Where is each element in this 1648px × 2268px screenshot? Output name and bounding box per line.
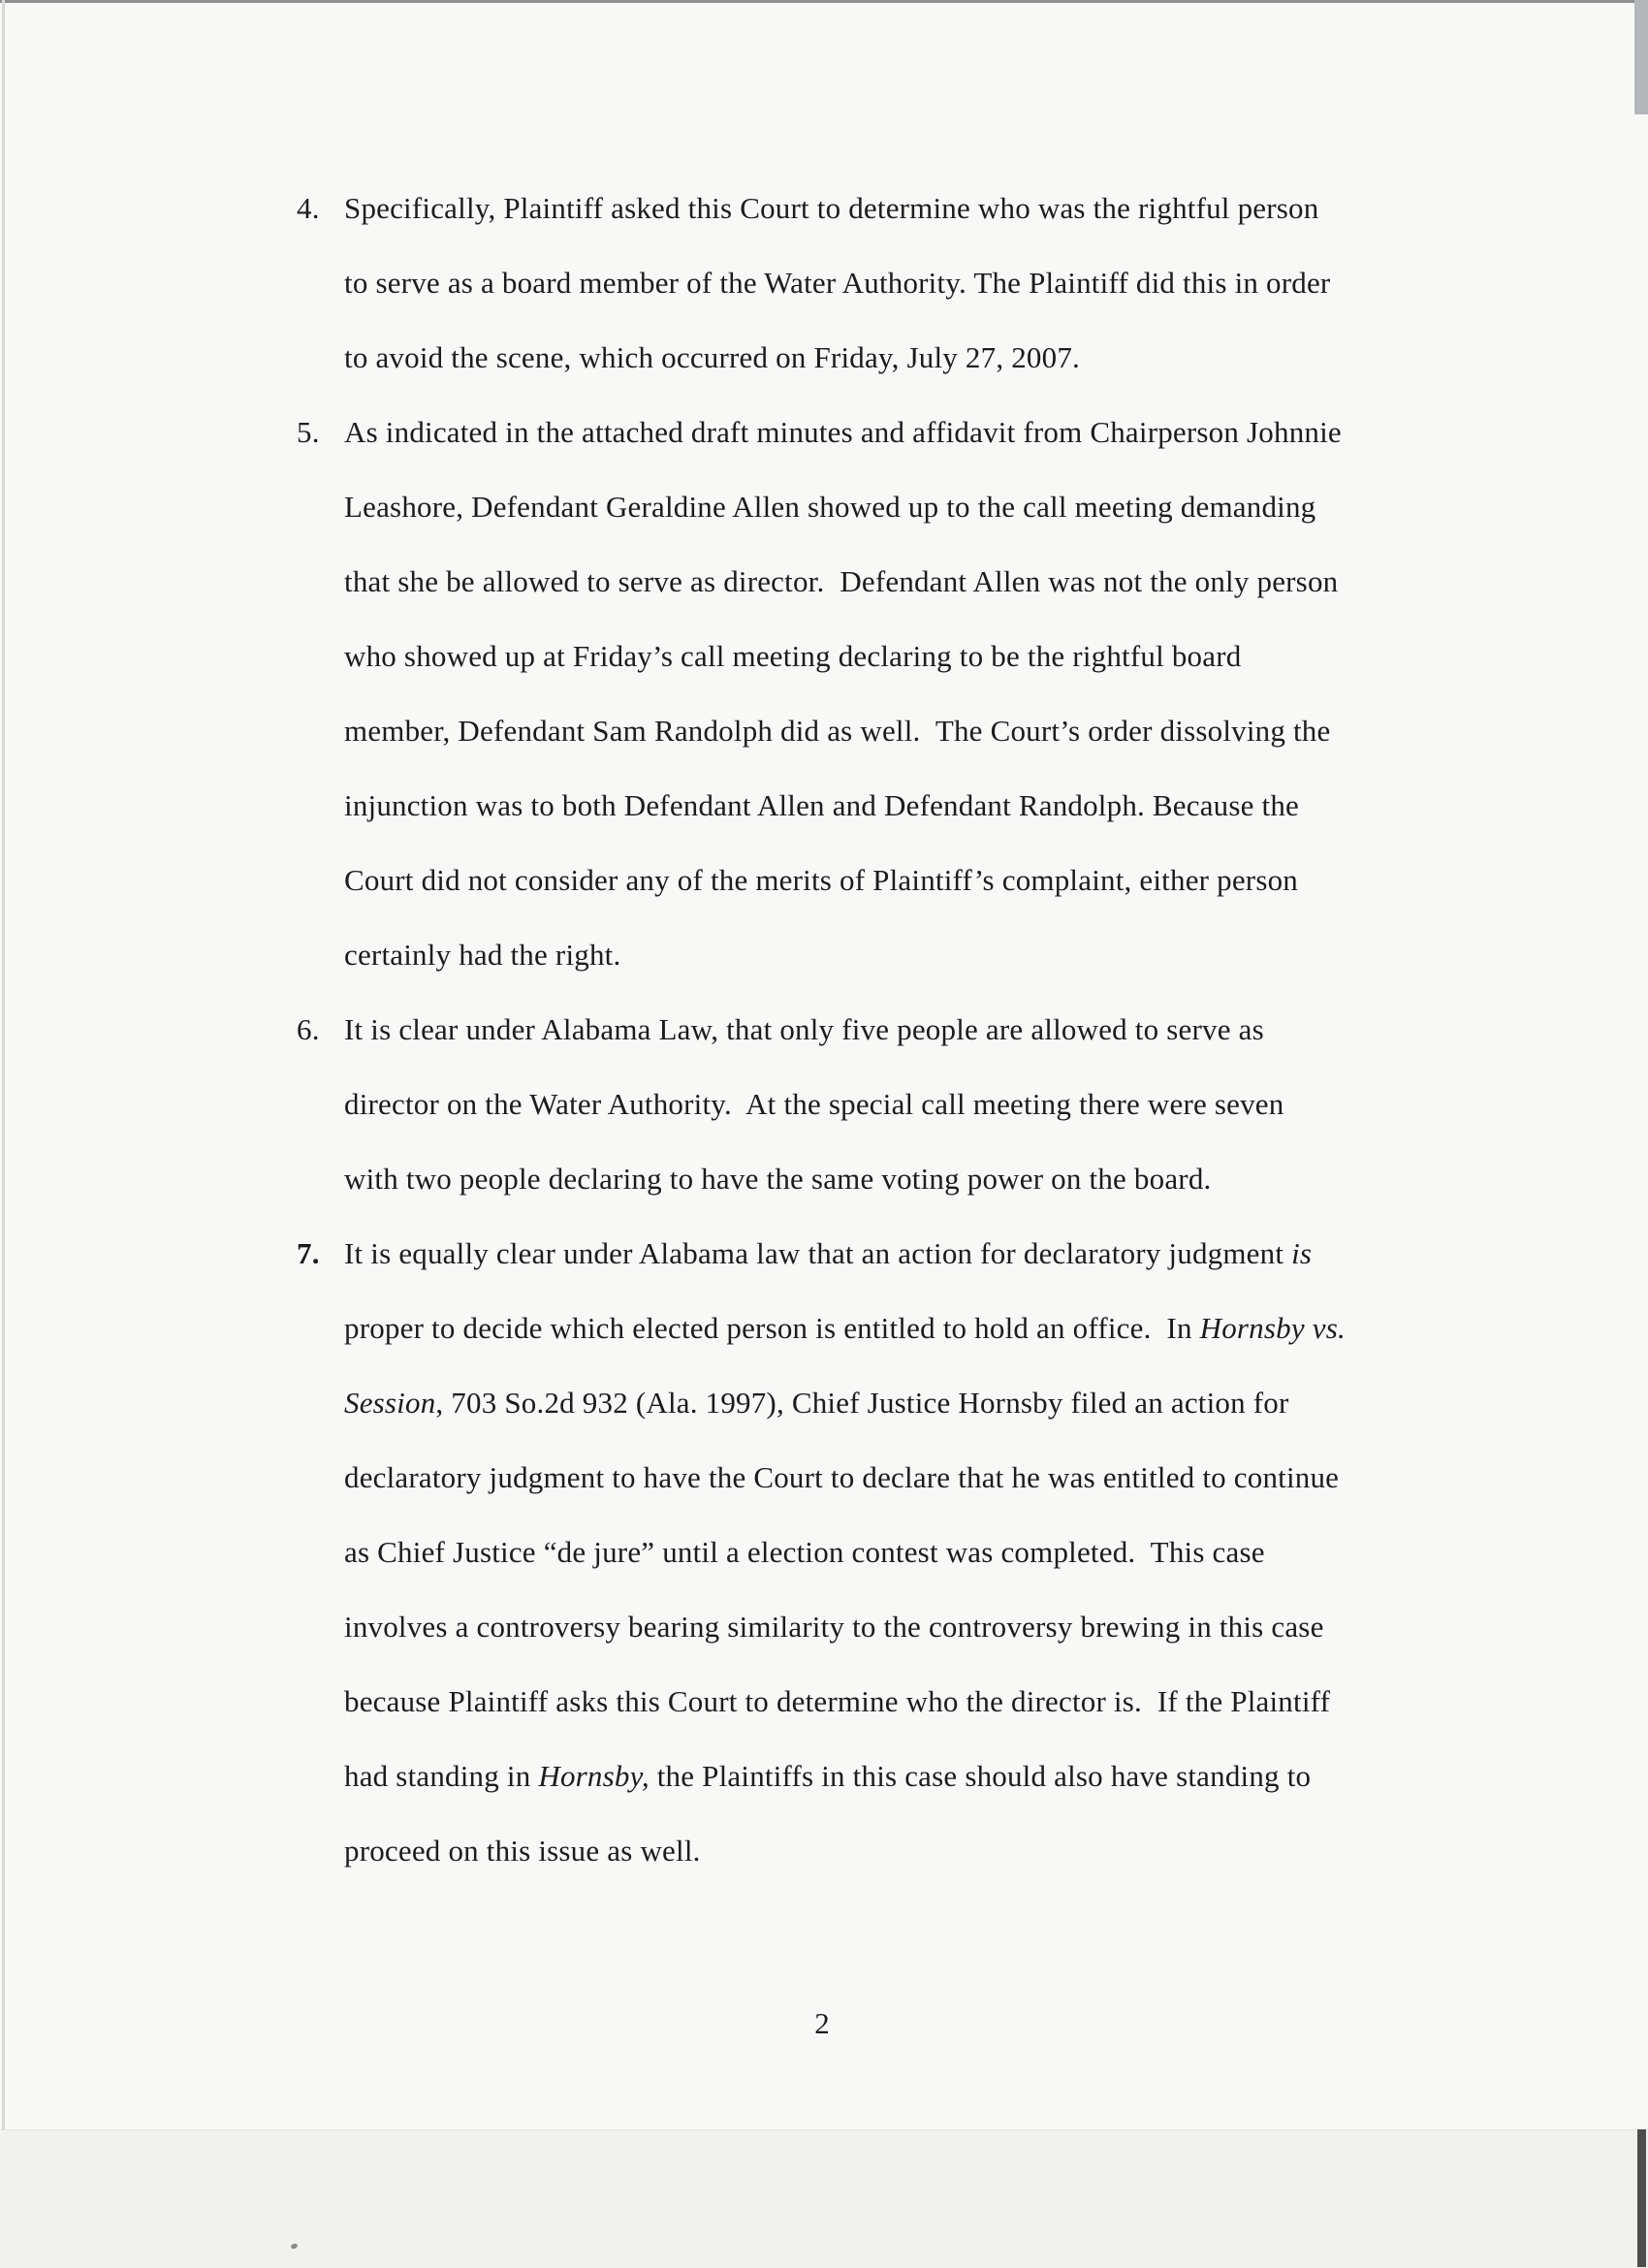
paragraph-number: 5. [297,415,320,449]
paragraph-line: Specifically, Plaintiff asked this Court to determine who was the rightful person [344,191,1319,225]
scan-edge-right-bottom [1637,2129,1646,2267]
paragraph-line: to serve as a board member of the Water Authority. The Plaintiff did this in order [344,266,1331,300]
paragraph-line: with two people declaring to have the same voting power on the board. [344,1162,1212,1196]
paragraph-line: as Chief Justice “de jure” until a election contest was completed. This case [344,1535,1265,1569]
page-number: 2 [814,2006,830,2040]
paragraph-line: It is equally clear under Alabama law that an action for declaratory judgment is [344,1236,1313,1270]
paragraph-line: Court did not consider any of the merits of Plaintiff’s complaint, either person [344,863,1298,897]
paragraph-line: that she be allowed to serve as director. Defendant Allen was not the only person [344,564,1339,598]
scan-edge-top [0,0,1648,3]
scan-edge-right-top [1634,0,1648,114]
paragraph-line: As indicated in the attached draft minutes and affidavit from Chairperson Johnnie [344,415,1342,449]
paragraph-6 [297,992,1479,1216]
paragraph-line: involves a controversy bearing similarity to the controversy brewing in this case [344,1610,1324,1644]
paragraph-line: director on the Water Authority. At the special call meeting there were seven [344,1087,1284,1121]
scan-paper-bottom-edge [0,2129,1648,2268]
paragraph-number: 7. [297,1236,320,1270]
paragraph-line: who showed up at Friday’s call meeting declaring to be the rightful board [344,639,1242,673]
paragraph-line: It is clear under Alabama Law, that only five people are allowed to serve as [344,1012,1264,1046]
paragraph-number: 4. [297,191,320,225]
paragraph-line: proceed on this issue as well. [344,1834,701,1868]
document-body [297,171,1479,1888]
paragraph-line: proper to decide which elected person is entitled to hold an office. In Hornsby vs. [344,1311,1346,1345]
paragraph-5 [297,395,1479,992]
paragraph-7 [297,1216,1479,1888]
paragraph-line: certainly had the right. [344,938,621,972]
paragraph-line: had standing in Hornsby, the Plaintiffs in this case should also have standing to [344,1759,1312,1793]
paragraph-line: Session, 703 So.2d 932 (Ala. 1997), Chief Justice Hornsby filed an action for [344,1386,1289,1420]
paragraph-number: 6. [297,1012,320,1046]
paragraph-line: injunction was to both Defendant Allen and Defendant Randolph. Because the [344,788,1300,822]
paragraph-4 [297,171,1479,395]
paragraph-line: member, Defendant Sam Randolph did as well. The Court’s order dissolving the [344,714,1331,748]
scan-edge-left [2,0,5,2267]
paragraph-line: to avoid the scene, which occurred on Friday, July 27, 2007. [344,340,1080,374]
paragraph-line: because Plaintiff asks this Court to determine who the director is. If the Plaintiff [344,1684,1331,1718]
paragraph-line: declaratory judgment to have the Court to declare that he was entitled to continue [344,1460,1340,1494]
paragraph-line: Leashore, Defendant Geraldine Allen showed up to the call meeting demanding [344,490,1316,524]
